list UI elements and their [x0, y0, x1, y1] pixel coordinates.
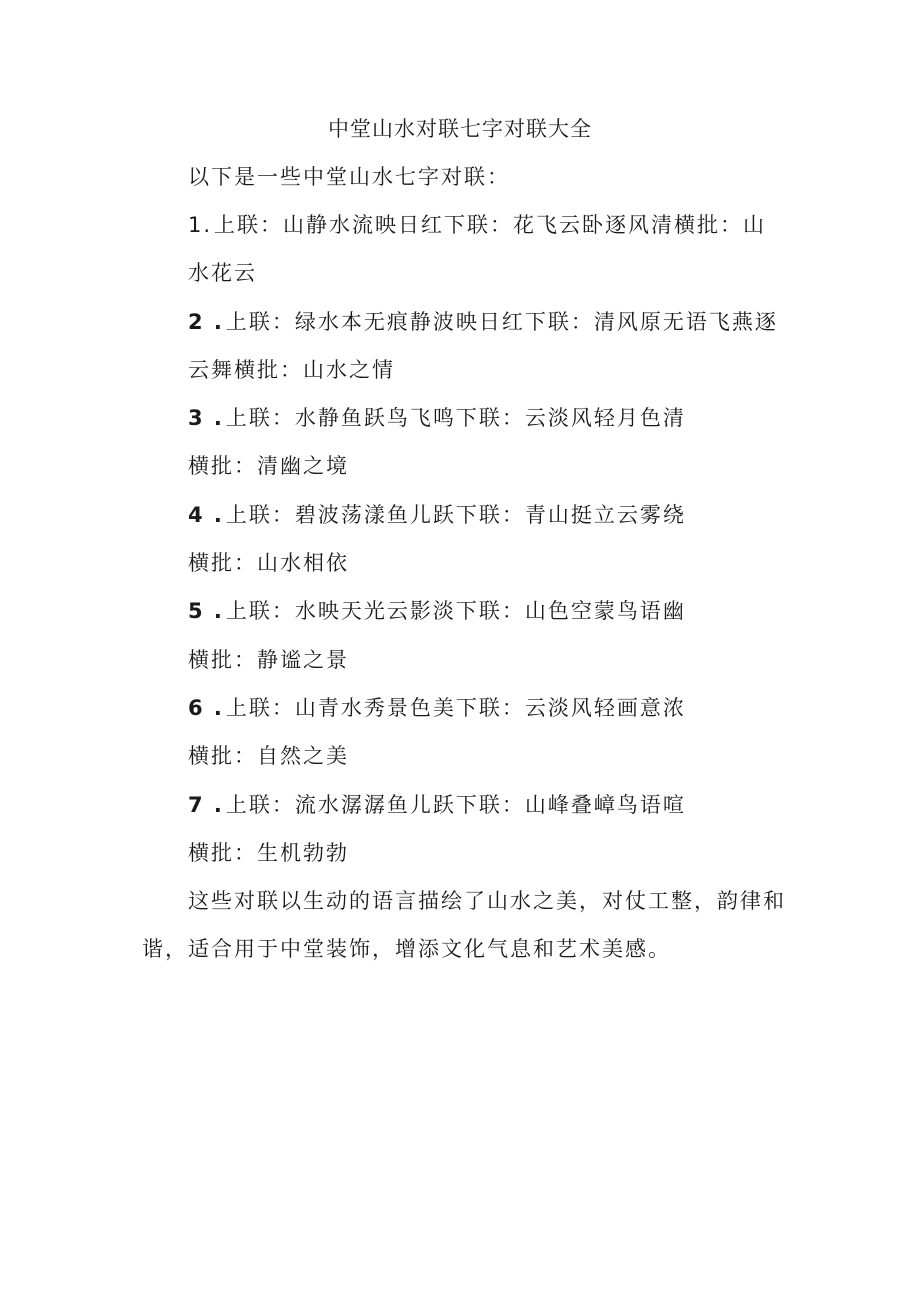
couplet-5-number: 5 . [188, 599, 224, 623]
couplet-2-line-2: 云舞横批：山水之情 [188, 358, 395, 382]
couplet-3-line-2: 横批：清幽之境 [188, 454, 349, 478]
couplet-7-number: 7 . [188, 793, 224, 817]
couplet-6-line-1 [188, 693, 686, 723]
couplet-1-number: 1. [188, 213, 213, 237]
couplet-7-line-2: 横批：生机勃勃 [188, 841, 349, 865]
couplet-7-line-1 [188, 790, 686, 820]
document-title: 中堂山水对联七字对联大全 [328, 117, 592, 141]
couplet-2-number: 2 . [188, 310, 224, 334]
couplet-5-line-2: 横批：静谧之景 [188, 648, 349, 672]
couplet-2-line-1 [188, 307, 778, 337]
couplet-4-text: 上联：碧波荡漾鱼儿跃下联：青山挺立云雾绕 [225, 503, 686, 527]
couplet-7-text: 上联：流水潺潺鱼儿跃下联：山峰叠嶂鸟语喧 [225, 793, 686, 817]
intro-text: 以下是一些中堂山水七字对联： [188, 165, 510, 189]
couplet-6-text: 上联：山青水秀景色美下联：云淡风轻画意浓 [225, 696, 686, 720]
couplet-4-line-1 [188, 500, 686, 530]
couplet-1-line-1 [188, 210, 766, 240]
couplet-5-text: 上联：水映天光云影淡下联：山色空蒙鸟语幽 [225, 599, 686, 623]
couplet-4-line-2: 横批：山水相依 [188, 551, 349, 575]
couplet-6-number: 6 . [188, 696, 224, 720]
couplet-5-line-1 [188, 596, 686, 626]
couplet-6-line-2: 横批：自然之美 [188, 744, 349, 768]
couplet-1-line-2: 水花云 [188, 261, 257, 285]
couplet-3-text: 上联：水静鱼跃鸟飞鸣下联：云淡风轻月色清 [225, 406, 686, 430]
couplet-3-number: 3 . [188, 406, 224, 430]
couplet-3-line-1 [188, 403, 686, 433]
conclusion-line-2: 谐，适合用于中堂装饰，增添文化气息和艺术美感。 [142, 937, 671, 961]
conclusion-line-1: 这些对联以生动的语言描绘了山水之美，对仗工整，韵律和 [188, 889, 786, 913]
couplet-2-text: 上联：绿水本无痕静波映日红下联：清风原无语飞燕逐 [225, 310, 778, 334]
couplet-4-number: 4 . [188, 503, 224, 527]
couplet-1-text: 上联：山静水流映日红下联：花飞云卧逐风清横批：山 [214, 213, 767, 237]
